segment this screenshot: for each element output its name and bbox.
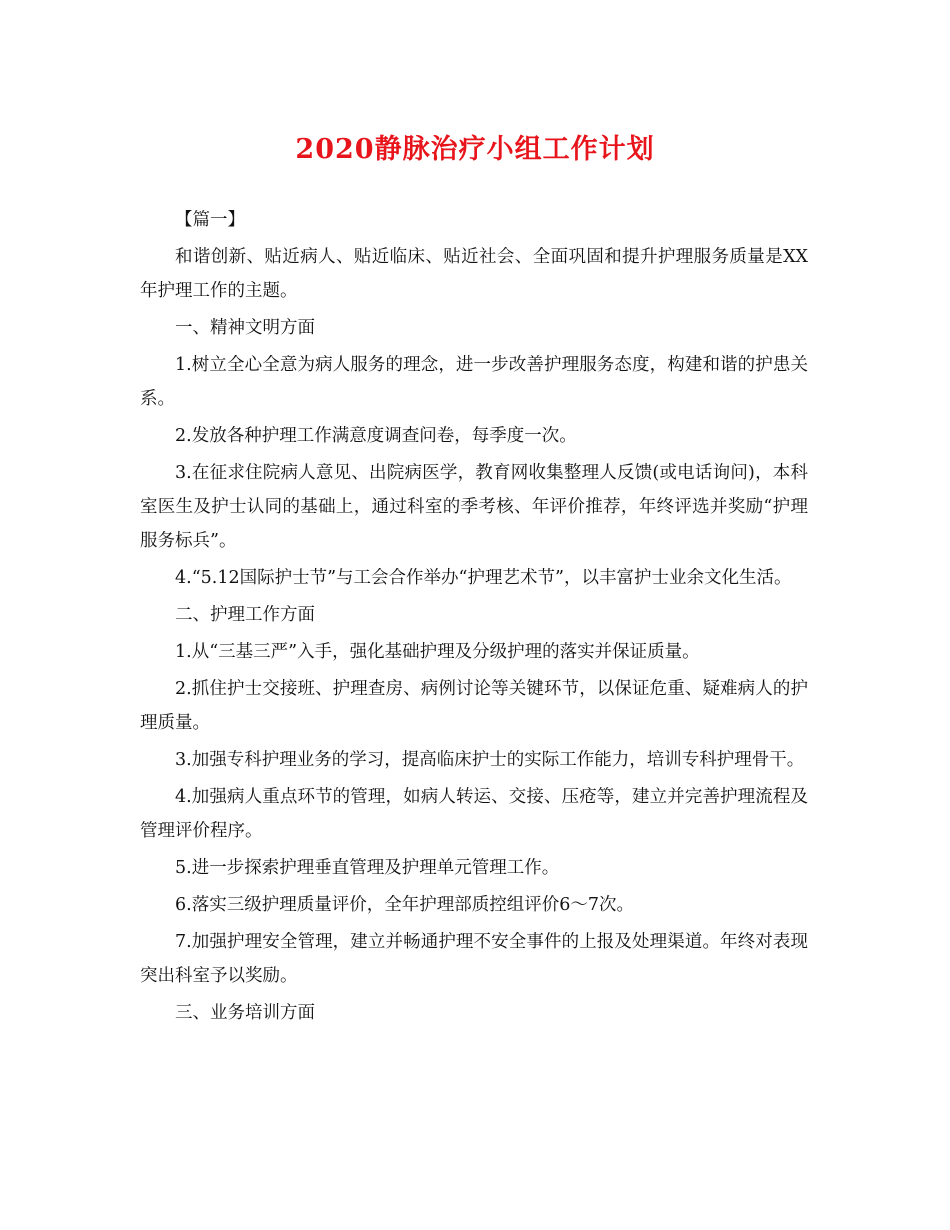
section-heading: 三、业务培训方面 [175,1003,315,1023]
section-marker: 【篇一】 [175,210,245,230]
page-title: 2020静脉治疗小组工作计划 [295,134,655,165]
paragraph: 1.树立全心全意为病人服务的理念，进一步改善护理服务态度，构建和谐的护患关系。 [140,355,808,409]
paragraph: 4.“5.12国际护士节”与工会合作举办“护理艺术节”，以丰富护士业余文化生活。 [175,568,792,588]
paragraph: 2.发放各种护理工作满意度调查问卷，每季度一次。 [175,426,577,446]
paragraph: 4.加强病人重点环节的管理，如病人转运、交接、压疮等，建立并完善护理流程及管理评价程序。 [140,787,808,841]
paragraph: 3.加强专科护理业务的学习，提高临床护士的实际工作能力，培训专科护理骨干。 [175,750,805,770]
paragraph: 3.在征求住院病人意见、出院病医学，教育网收集整理人反馈(或电话询问)，本科室医生及护士认同的基础上，通过科室的季考核、年评价推荐，年终评选并奖励“护理服务标兵”。 [140,463,808,551]
paragraph: 6.落实三级护理质量评价，全年护理部质控组评价6～7次。 [175,895,634,915]
document-body [140,203,808,1030]
section-heading: 二、护理工作方面 [175,605,315,625]
section-heading: 一、精神文明方面 [175,318,315,338]
paragraph: 和谐创新、贴近病人、贴近临床、贴近社会、全面巩固和提升护理服务质量是XX年护理工作的主题。 [140,247,808,301]
paragraph: 1.从“三基三严”入手，强化基础护理及分级护理的落实并保证质量。 [175,642,700,662]
paragraph: 5.进一步探索护理垂直管理及护理单元管理工作。 [175,858,560,878]
paragraph: 7.加强护理安全管理，建立并畅通护理不安全事件的上报及处理渠道。年终对表现突出科室予以奖励。 [140,932,808,986]
paragraph: 2.抓住护士交接班、护理查房、病例讨论等关键环节，以保证危重、疑难病人的护理质量。 [140,679,808,733]
